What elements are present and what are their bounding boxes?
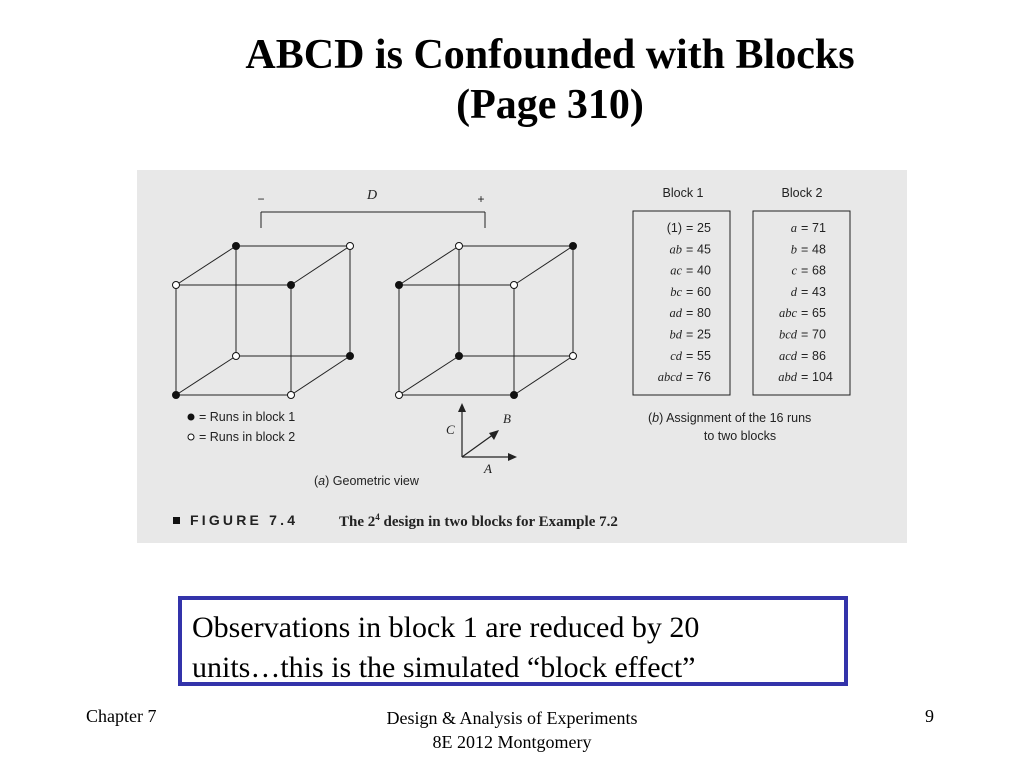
block1-run-value: 45 bbox=[697, 242, 711, 257]
d-minus-label: − bbox=[257, 192, 265, 206]
block1-row bbox=[670, 264, 711, 278]
block2-row bbox=[791, 221, 826, 235]
block2-run-value: 43 bbox=[812, 284, 826, 299]
block1-run-label: abcd bbox=[657, 370, 682, 385]
caption-b-line1-text: Assignment of the 16 runs bbox=[663, 411, 812, 425]
block1-run-value: 60 bbox=[697, 284, 711, 299]
vertex-a bbox=[288, 392, 295, 399]
block1-equals-sign: = bbox=[686, 327, 694, 342]
block1-run-label: ad bbox=[669, 306, 682, 321]
block2-equals-sign: = bbox=[801, 327, 809, 342]
block1-equals-sign: = bbox=[686, 370, 694, 385]
block2-run-value: 48 bbox=[812, 242, 826, 257]
block1-equals-sign: = bbox=[686, 348, 694, 363]
block2-row bbox=[779, 328, 826, 342]
block2-run-value: 70 bbox=[812, 327, 826, 342]
block2-run-label: abd bbox=[778, 370, 797, 385]
block2-row bbox=[791, 242, 826, 256]
block1-equals-sign: = bbox=[686, 306, 694, 321]
vertex-cd bbox=[396, 282, 403, 289]
block2-equals-sign: = bbox=[801, 306, 809, 321]
block1-row bbox=[670, 328, 711, 342]
block2-run-label: a bbox=[790, 221, 797, 235]
figure-bullet-icon bbox=[173, 517, 180, 524]
caption-b-letter: b bbox=[652, 411, 660, 425]
block1-row bbox=[670, 349, 711, 363]
block2-run-label: abc bbox=[778, 306, 797, 321]
block1-row bbox=[670, 285, 711, 299]
block1-row bbox=[667, 221, 711, 235]
block-effect-callout bbox=[178, 596, 848, 686]
block2-equals-sign: = bbox=[801, 221, 809, 235]
block2-run-label: d bbox=[790, 284, 797, 299]
legend-block2: = Runs in block 2 bbox=[199, 430, 296, 444]
vertex-ab bbox=[347, 353, 354, 360]
axis-label-c: C bbox=[446, 422, 455, 437]
block2-run-list bbox=[778, 221, 833, 384]
block2-header: Block 2 bbox=[781, 186, 823, 200]
d-bracket bbox=[261, 212, 485, 228]
block1-run-label: (1) bbox=[666, 221, 682, 235]
footer-course bbox=[362, 706, 662, 754]
figure-7-4 bbox=[137, 170, 907, 543]
callout-line2: units…this is the simulated “block effect” bbox=[192, 651, 696, 684]
block1-run-value: 25 bbox=[697, 221, 711, 235]
vertex-ad bbox=[511, 392, 518, 399]
figure-title-sup: 4 bbox=[375, 512, 380, 522]
vertex-abd bbox=[570, 353, 577, 360]
slide-title bbox=[200, 30, 900, 130]
vertex-abcd bbox=[570, 243, 577, 250]
block1-header: Block 1 bbox=[662, 186, 704, 200]
figure-label: FIGURE 7.4 bbox=[190, 512, 299, 528]
block2-run-value: 104 bbox=[812, 370, 833, 385]
caption-b-line2: to two blocks bbox=[703, 429, 777, 443]
cube-d-minus bbox=[176, 246, 350, 395]
block1-row bbox=[670, 242, 711, 256]
vertex-ac bbox=[288, 282, 295, 289]
legend-open-dot-icon bbox=[188, 434, 194, 440]
block1-equals-sign: = bbox=[686, 221, 694, 235]
block1-equals-sign: = bbox=[686, 242, 694, 257]
figure-title-pre: The 2 bbox=[339, 514, 376, 530]
block2-run-value: 68 bbox=[812, 263, 826, 278]
block1-run-list bbox=[658, 221, 711, 384]
block1-row bbox=[658, 370, 711, 384]
block1-run-label: ab bbox=[669, 242, 682, 257]
block1-row bbox=[670, 306, 711, 320]
block2-run-label: b bbox=[790, 242, 797, 257]
block1-run-label: bd bbox=[669, 327, 682, 342]
caption-a-text: Geometric view bbox=[329, 474, 419, 488]
block2-run-label: bcd bbox=[778, 327, 797, 342]
block2-run-value: 86 bbox=[812, 348, 826, 363]
axis-label-a: A bbox=[484, 461, 492, 476]
block1-run-label: bc bbox=[670, 284, 682, 299]
legend-filled-dot-icon bbox=[188, 414, 194, 420]
slide-title-line2: (Page 310) bbox=[456, 82, 644, 128]
footer-course-line1: Design & Analysis of Experiments bbox=[386, 708, 638, 728]
block2-run-label: c bbox=[791, 263, 797, 278]
block1-run-value: 40 bbox=[697, 263, 711, 278]
block1-run-value: 76 bbox=[697, 370, 711, 385]
slide-title-line1: ABCD is Confounded with Blocks bbox=[245, 32, 855, 78]
figure-svg bbox=[137, 170, 907, 543]
block1-equals-sign: = bbox=[686, 263, 694, 278]
block2-row bbox=[779, 306, 826, 320]
block2-equals-sign: = bbox=[801, 263, 809, 278]
footer-course-line2: 8E 2012 Montgomery bbox=[432, 732, 592, 752]
vertex-bc bbox=[233, 243, 240, 250]
callout-line1: Observations in block 1 are reduced by 20 bbox=[192, 611, 700, 644]
block2-run-value: 71 bbox=[812, 221, 826, 235]
vertex-c bbox=[173, 282, 180, 289]
vertex-1 bbox=[173, 392, 180, 399]
block1-equals-sign: = bbox=[686, 284, 694, 299]
block2-row bbox=[778, 370, 833, 384]
block2-equals-sign: = bbox=[801, 242, 809, 257]
footer-page-number: 9 bbox=[925, 706, 934, 726]
block2-box bbox=[753, 211, 850, 395]
caption-b-line1: (b) Assignment of the 16 runs bbox=[648, 411, 812, 425]
cube-d-plus bbox=[399, 246, 573, 395]
block2-equals-sign: = bbox=[801, 284, 809, 299]
caption-a-letter: a bbox=[318, 474, 326, 488]
d-factor-label: D bbox=[366, 188, 378, 203]
vertex-acd bbox=[511, 282, 518, 289]
block1-run-label: cd bbox=[670, 348, 682, 363]
axis-label-b: B bbox=[503, 411, 511, 426]
block1-box bbox=[633, 211, 730, 395]
block1-run-label: ac bbox=[670, 263, 682, 278]
figure-title-post: design in two blocks for Example 7.2 bbox=[379, 514, 618, 530]
footer-chapter: Chapter 7 bbox=[86, 706, 157, 726]
block2-row bbox=[791, 264, 826, 278]
block2-equals-sign: = bbox=[801, 370, 809, 385]
vertex-bd bbox=[456, 353, 463, 360]
figure-title bbox=[339, 512, 618, 530]
d-plus-label: + bbox=[477, 192, 485, 206]
vertex-abc bbox=[347, 243, 354, 250]
block1-run-value: 80 bbox=[697, 306, 711, 321]
block1-run-value: 55 bbox=[697, 348, 711, 363]
caption-a: (a) Geometric view bbox=[314, 474, 419, 488]
vertex-d bbox=[396, 392, 403, 399]
legend-block1: = Runs in block 1 bbox=[199, 410, 296, 424]
block2-equals-sign: = bbox=[801, 348, 809, 363]
block2-row bbox=[791, 285, 826, 299]
block1-run-value: 25 bbox=[697, 327, 711, 342]
block2-run-label: acd bbox=[778, 348, 797, 363]
block2-row bbox=[779, 349, 826, 363]
block2-run-value: 65 bbox=[812, 306, 826, 321]
vertex-bcd bbox=[456, 243, 463, 250]
vertex-b bbox=[233, 353, 240, 360]
